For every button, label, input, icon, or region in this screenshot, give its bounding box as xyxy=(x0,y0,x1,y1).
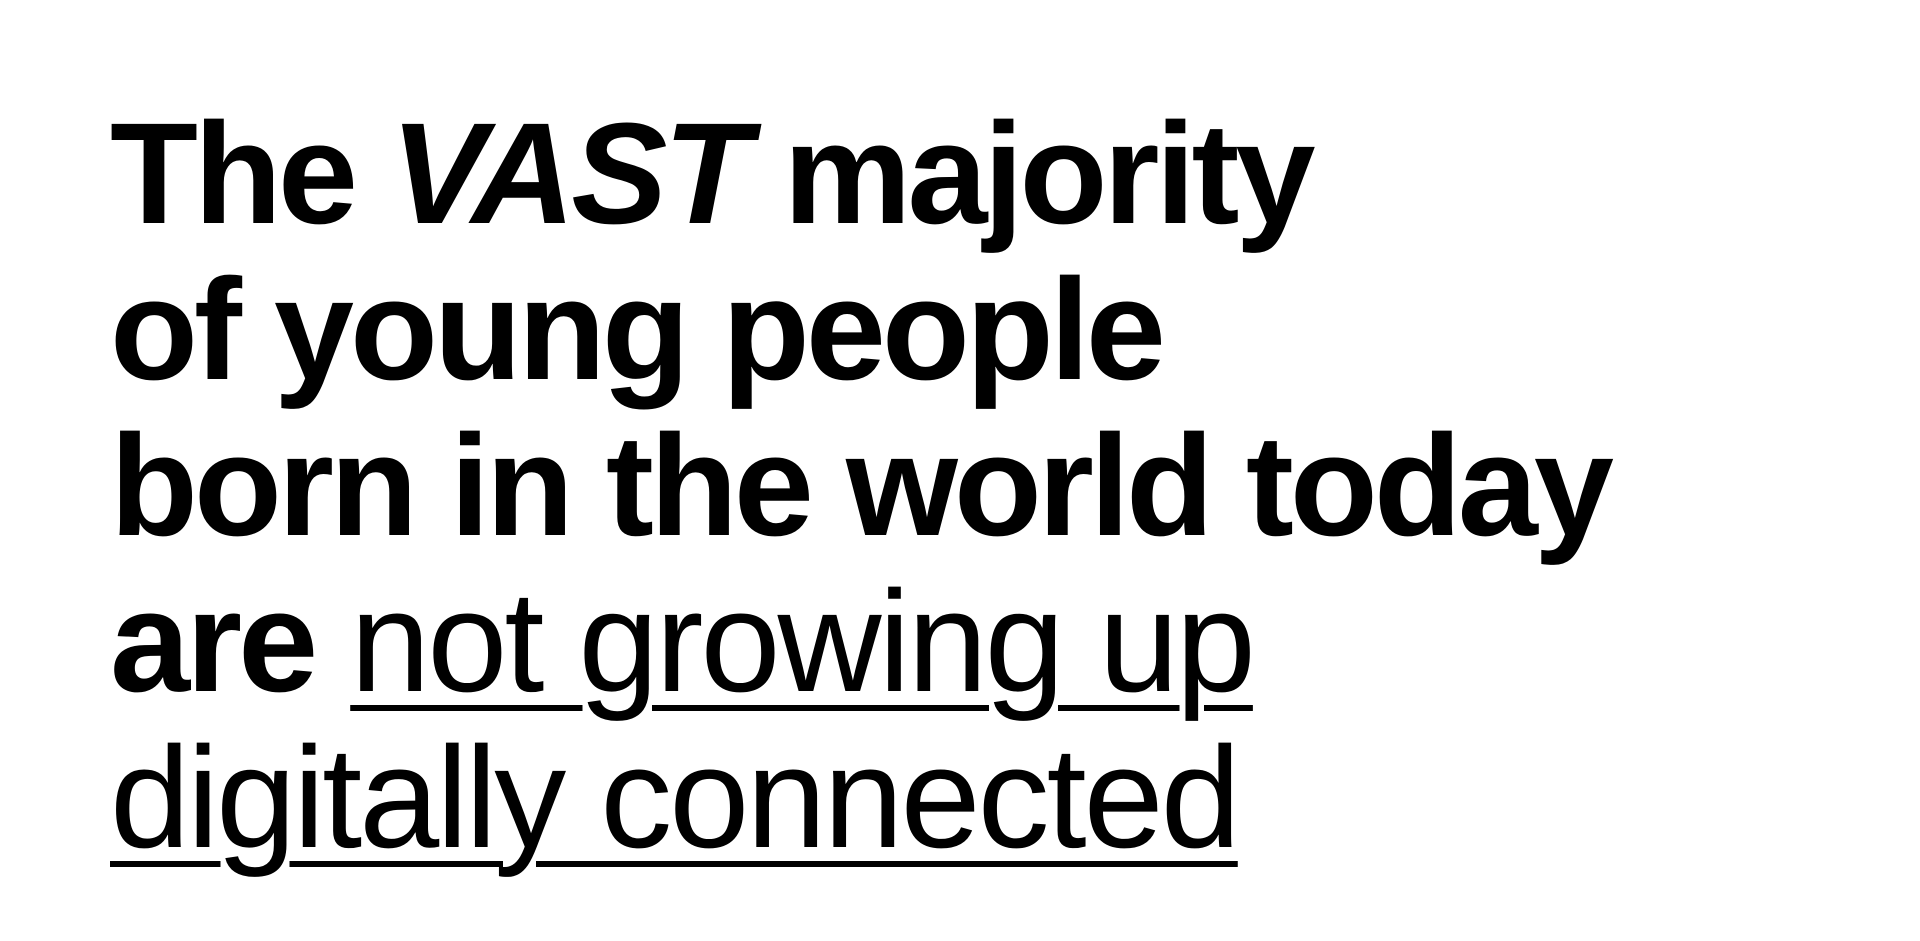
underlined-phrase-2: digitally connected xyxy=(110,717,1238,878)
statement-line-4 xyxy=(110,561,1810,722)
emphasis-word: VAST xyxy=(390,93,748,254)
statement-line-1 xyxy=(110,93,1810,254)
line-4-prefix: are xyxy=(110,561,351,722)
statement-text xyxy=(110,93,1810,878)
underlined-phrase-1: not growing up xyxy=(350,561,1253,722)
line-1-prefix: The xyxy=(110,93,391,254)
statement-line-2: of young people xyxy=(110,249,1162,410)
line-1-suffix: majority xyxy=(747,93,1312,254)
statement-line-5 xyxy=(110,717,1810,878)
statement-line-3: born in the world today xyxy=(110,405,1610,566)
